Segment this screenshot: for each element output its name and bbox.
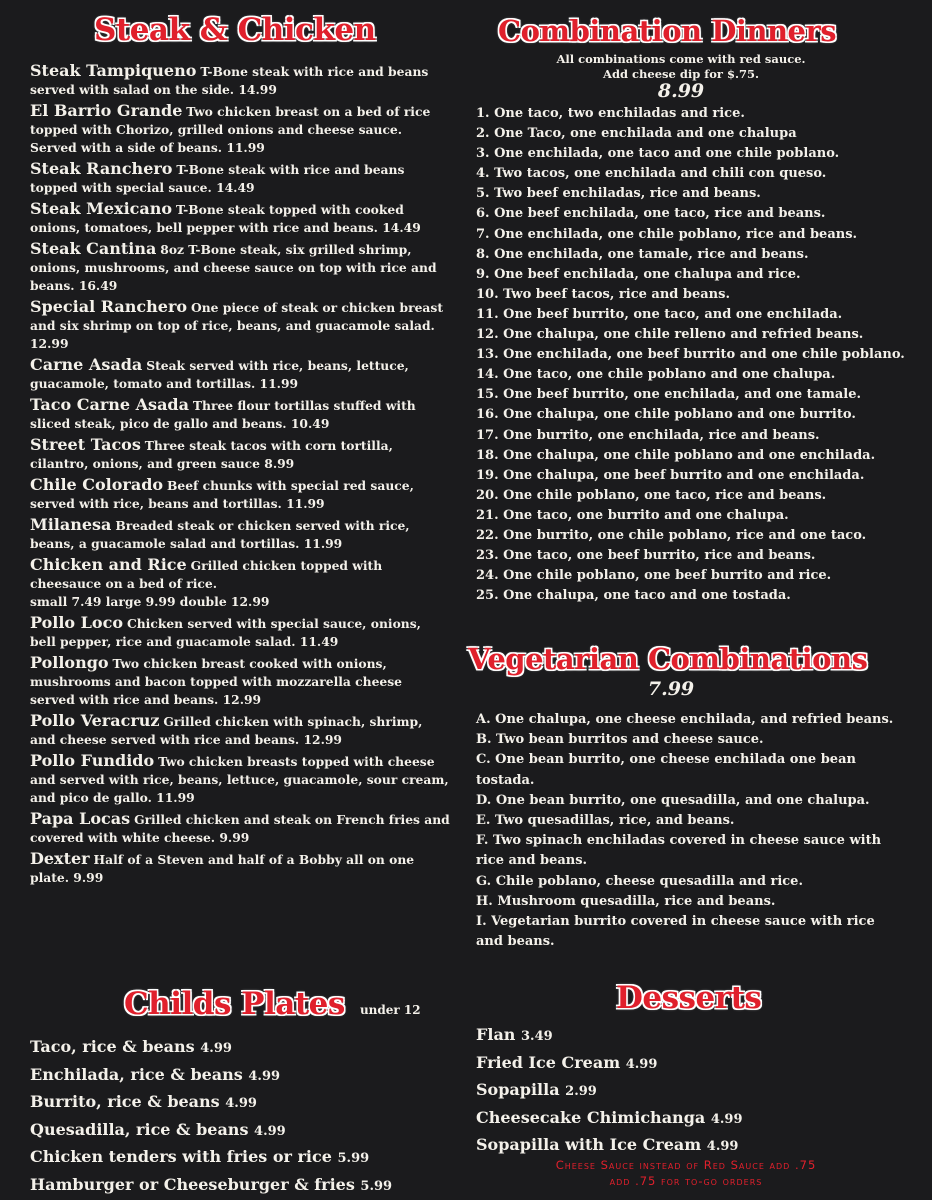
item-desc: Two chicken breasts topped with cheese and served with rice, beans, lettuce, guacamole, sour cream, and pico de gallo. 11.99 xyxy=(30,754,449,805)
item-desc: Three flour tortillas stuffed with sliced steak, pico de gallo and beans. 10.49 xyxy=(30,398,416,431)
item-name: Street Tacos xyxy=(30,435,141,454)
dessert-list xyxy=(476,1022,743,1160)
menu-item xyxy=(30,850,450,887)
veg-item: H. Mushroom quesadilla, rice and beans. xyxy=(476,893,776,909)
combo-list xyxy=(476,104,916,606)
childs-item xyxy=(30,1062,392,1090)
item-price: 4.99 xyxy=(248,1068,281,1084)
footer-notes xyxy=(476,1157,896,1189)
item-price: 4.99 xyxy=(710,1111,743,1127)
veg-heading-wrap xyxy=(468,642,867,676)
item-desc: Half of a Steven and half of a Bobby all on one plate. 9.99 xyxy=(30,852,415,885)
menu-item xyxy=(30,62,450,99)
combo-item: 25. One chalupa, one taco and one tostada. xyxy=(476,588,791,604)
item-name: Quesadilla, rice & beans xyxy=(30,1119,249,1139)
veg-item: E. Two quesadillas, rice, and beans. xyxy=(476,813,735,829)
veg-item: F. Two spinach enchiladas covered in cheese sauce with rice and beans. xyxy=(476,833,882,869)
veg-item: A. One chalupa, one cheese enchilada, and refried beans. xyxy=(476,712,894,727)
menu-item xyxy=(30,160,450,197)
menu-item xyxy=(30,396,450,433)
item-desc: Steak served with rice, beans, lettuce, guacamole, tomato and tortillas. 11.99 xyxy=(30,358,409,391)
combo-item: 18. One chalupa, one chile poblano and one enchilada. xyxy=(476,447,876,463)
item-price: 4.99 xyxy=(225,1096,257,1111)
combo-item: 14. One taco, one chile poblano and one chalupa. xyxy=(476,367,836,383)
menu-item xyxy=(30,752,450,807)
item-name: Steak Tampiqueno xyxy=(30,61,197,80)
vegetarian-heading: Vegetarian Combinations xyxy=(468,642,868,676)
item-name: Sopapilla with Ice Cream xyxy=(476,1135,702,1154)
item-name: Chicken and Rice xyxy=(30,555,187,574)
menu-item xyxy=(30,240,450,295)
item-name: Special Ranchero xyxy=(30,297,188,316)
item-name: El Barrio Grande xyxy=(30,101,183,120)
item-desc: Beef chunks with special red sauce, served with rice, beans and tortillas. 11.99 xyxy=(30,478,414,511)
veg-item: D. One bean burrito, one quesadilla, and one chalupa. xyxy=(476,792,870,808)
item-price: 5.99 xyxy=(360,1178,393,1194)
childs-item xyxy=(30,1117,392,1145)
item-desc: Chicken served with special sauce, onions, bell pepper, rice and guacamole salad. 11.49 xyxy=(30,616,421,649)
veg-item: G. Chile poblano, cheese quesadilla and rice. xyxy=(476,873,803,889)
item-name: Pollo Loco xyxy=(30,613,124,632)
item-name: Dexter xyxy=(30,849,90,868)
childs-subtitle: under 12 xyxy=(359,1003,421,1017)
combo-item: 11. One beef burrito, one taco, and one enchilada. xyxy=(476,306,843,322)
item-price: 4.99 xyxy=(706,1139,739,1154)
menu-item xyxy=(30,356,450,393)
item-name: Steak Mexicano xyxy=(30,199,173,218)
childs-item xyxy=(30,1172,392,1200)
combo-item: 2. One Taco, one enchilada and one chalupa xyxy=(476,126,797,142)
item-name: Papa Locas xyxy=(30,809,131,828)
combo-item: 21. One taco, one burrito and one chalupa. xyxy=(476,507,789,523)
combo-item: 20. One chile poblano, one taco, rice and beans. xyxy=(476,487,827,503)
combo-item: 9. One beef enchilada, one chalupa and rice. xyxy=(476,266,801,282)
menu-item xyxy=(30,102,450,157)
combo-item: 13. One enchilada, one beef burrito and one chile poblano. xyxy=(476,347,905,363)
childs-heading-row xyxy=(124,986,421,1022)
desserts-heading: Desserts xyxy=(616,980,762,1016)
item-name: Steak Ranchero xyxy=(30,159,173,178)
dessert-item xyxy=(476,1077,743,1105)
item-price: 2.99 xyxy=(565,1084,597,1099)
combo-price: 8.99 xyxy=(657,80,705,102)
childs-list xyxy=(30,1034,392,1199)
item-desc: T-Bone steak with rice and beans topped with special sauce. 14.49 xyxy=(30,162,405,195)
steak-chicken-heading: Steak & Chicken xyxy=(94,12,376,48)
item-name: Chicken tenders with fries or rice xyxy=(30,1147,332,1166)
item-desc: T-Bone steak topped with cooked onions, tomatoes, bell pepper with rice and beans. 14.49 xyxy=(30,202,421,235)
item-price: 4.99 xyxy=(200,1041,232,1056)
dessert-item xyxy=(476,1050,743,1078)
item-desc: Three steak tacos with corn tortilla, cilantro, onions, and green sauce 8.99 xyxy=(30,438,393,471)
combo-item: 10. Two beef tacos, rice and beans. xyxy=(476,286,730,302)
veg-price: 7.99 xyxy=(647,678,695,700)
steak-chicken-list xyxy=(30,62,450,887)
item-name: Milanesa xyxy=(30,515,112,534)
combo-item: 12. One chalupa, one chile relleno and refried beans. xyxy=(476,327,864,343)
item-name: Burrito, rice & beans xyxy=(30,1092,220,1111)
item-price: 5.99 xyxy=(337,1151,370,1166)
item-desc: T-Bone steak with rice and beans served with salad on the side. 14.99 xyxy=(30,64,429,97)
right-column xyxy=(468,0,916,1188)
combo-item: 3. One enchilada, one taco and one chile poblano. xyxy=(476,146,840,162)
combo-item: 1. One taco, two enchiladas and rice. xyxy=(476,106,745,121)
combo-item: 8. One enchilada, one tamale, rice and beans. xyxy=(476,246,809,262)
menu-item xyxy=(30,810,450,847)
item-name: Sopapilla xyxy=(476,1080,560,1099)
item-name: Carne Asada xyxy=(30,355,143,374)
combo-item: 15. One beef burrito, one enchilada, and one tamale. xyxy=(476,387,861,403)
combo-item: 23. One taco, one beef burrito, rice and beans. xyxy=(476,548,816,564)
item-name: Chile Colorado xyxy=(30,475,164,494)
menu-item xyxy=(30,556,450,611)
footer-to-go: add .75 for to-go orders xyxy=(609,1174,763,1188)
menu-item xyxy=(30,516,450,553)
combo-item: 4. Two tacos, one enchilada and chili con queso. xyxy=(476,166,827,182)
item-name: Fried Ice Cream xyxy=(476,1052,621,1072)
dessert-item xyxy=(476,1132,743,1160)
veg-list xyxy=(476,710,896,952)
combo-item: 19. One chalupa, one beef burrito and one enchilada. xyxy=(476,467,865,483)
item-name: Hamburger or Cheeseburger & fries xyxy=(30,1174,355,1194)
footer-cheese-sauce: Cheese Sauce instead of Red Sauce add .75 xyxy=(555,1158,817,1172)
item-desc: Two chicken breast on a bed of rice topped with Chorizo, grilled onions and cheese sauce. Served with a side of beans. 11.99 xyxy=(30,104,431,155)
item-desc: Grilled chicken topped with cheesauce on a bed of rice. xyxy=(30,558,383,591)
veg-item: B. Two bean burritos and cheese sauce. xyxy=(476,732,764,748)
combo-item: 17. One burrito, one enchilada, rice and beans. xyxy=(476,427,820,443)
childs-item xyxy=(30,1144,392,1172)
combo-item: 7. One enchilada, one chile poblano, rice and beans. xyxy=(476,226,858,242)
menu-item xyxy=(30,200,450,237)
combo-item: 22. One burrito, one chile poblano, rice and one taco. xyxy=(476,527,867,543)
menu-item xyxy=(30,476,450,513)
item-desc: Two chicken breast cooked with onions, mushrooms and bacon topped with mozzarella cheese served with rice and beans. 12.99 xyxy=(30,656,402,707)
childs-item xyxy=(30,1034,392,1062)
menu-item xyxy=(30,654,450,709)
combo-item: 24. One chile poblano, one beef burrito and rice. xyxy=(476,568,832,584)
item-price: 4.99 xyxy=(625,1056,658,1072)
item-name: Pollongo xyxy=(30,653,109,672)
menu-item xyxy=(30,298,450,353)
item-name: Flan xyxy=(476,1025,516,1044)
veg-item: C. One bean burrito, one cheese enchilada one bean tostada. xyxy=(476,752,856,788)
menu-item xyxy=(30,712,450,749)
item-desc: 8oz T-Bone steak, six grilled shrimp, onions, mushrooms, and cheese sauce on top with rice and beans. 16.49 xyxy=(30,242,437,293)
veg-item: I. Vegetarian burrito covered in cheese sauce with rice and beans. xyxy=(476,914,875,950)
menu-item xyxy=(30,614,450,651)
combo-item: 6. One beef enchilada, one taco, rice and beans. xyxy=(476,206,826,222)
item-desc: Grilled chicken with spinach, shrimp, and cheese served with rice and beans. 12.99 xyxy=(30,714,423,747)
item-name: Taco, rice & beans xyxy=(30,1037,195,1056)
dessert-item xyxy=(476,1022,743,1050)
menu-item xyxy=(30,436,450,473)
item-sizes: small 7.49 large 9.99 double 12.99 xyxy=(30,594,270,609)
combo-note-red-sauce: All combinations come with red sauce. xyxy=(556,52,806,66)
combo-note-cheese-dip: Add cheese dip for $.75. xyxy=(603,67,759,81)
dessert-item xyxy=(476,1105,743,1133)
item-price: 4.99 xyxy=(254,1123,286,1139)
item-name: Cheesecake Chimichanga xyxy=(476,1107,706,1127)
item-name: Enchilada, rice & beans xyxy=(30,1064,243,1084)
combination-dinners-heading: Combination Dinners xyxy=(498,14,837,48)
item-desc: Breaded steak or chicken served with rice, beans, a guacamole salad and tortillas. 11.99 xyxy=(30,518,410,551)
item-desc: Grilled chicken and steak on French fries and covered with white cheese. 9.99 xyxy=(30,812,450,845)
item-name: Pollo Fundido xyxy=(30,751,155,770)
item-desc: One piece of steak or chicken breast and six shrimp on top of rice, beans, and guacamole salad. 12.99 xyxy=(30,300,443,351)
childs-heading: Childs Plates xyxy=(124,986,345,1022)
item-price: 3.49 xyxy=(521,1029,553,1044)
combo-item: 16. One chalupa, one chile poblano and one burrito. xyxy=(476,407,856,423)
item-name: Pollo Veracruz xyxy=(30,711,160,730)
left-column xyxy=(30,0,450,1194)
childs-item xyxy=(30,1089,392,1117)
combo-item: 5. Two beef enchiladas, rice and beans. xyxy=(476,186,761,202)
item-name: Taco Carne Asada xyxy=(30,395,189,414)
item-name: Steak Cantina xyxy=(30,239,157,258)
